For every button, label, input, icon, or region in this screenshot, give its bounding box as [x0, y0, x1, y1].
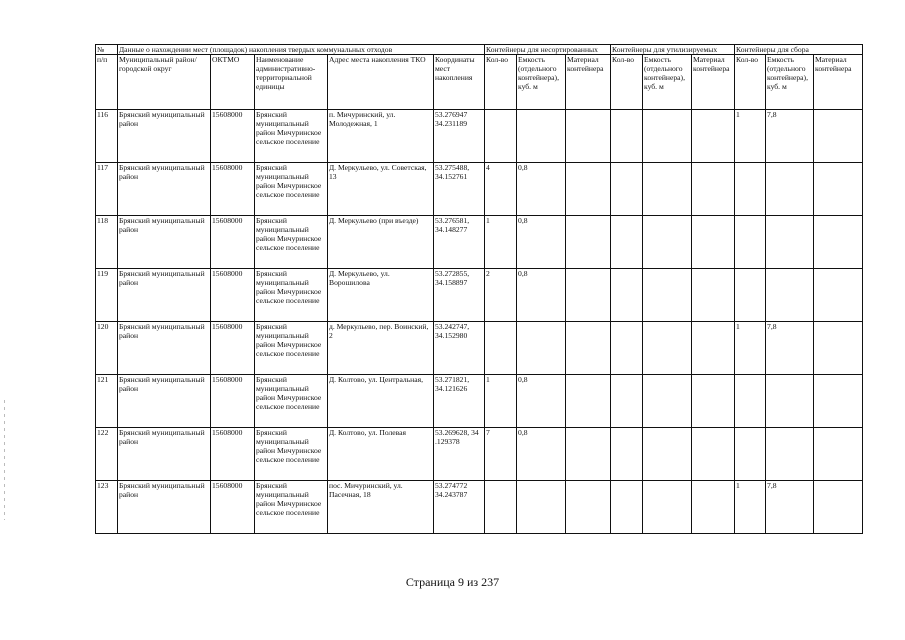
cell-collection-material — [814, 216, 863, 269]
cell-district: Брянский муниципальный район — [118, 269, 211, 322]
cell-coords: 53.269628, 34 .129378 — [434, 428, 485, 481]
cell-unsorted-volume: 0,8 — [517, 428, 566, 481]
cell-num: 120 — [96, 322, 118, 375]
cell-address: Д. Колтово, ул. Центральная, — [328, 375, 434, 428]
cell-recycled-volume — [643, 163, 692, 216]
group-header-row — [96, 45, 863, 55]
table-row — [96, 375, 863, 428]
cell-district: Брянский муниципальный район — [118, 322, 211, 375]
cell-coords: 53.274772 34.243787 — [434, 481, 485, 534]
cell-num: 123 — [96, 481, 118, 534]
cell-collection-count — [735, 269, 766, 322]
cell-address: Д. Меркульево, ул. Ворошилова — [328, 269, 434, 322]
cell-address: Д. Меркульево (при въезде) — [328, 216, 434, 269]
cell-recycled-material — [692, 481, 735, 534]
cell-oktmo: 15608000 — [211, 216, 255, 269]
cell-recycled-count — [611, 269, 643, 322]
cell-recycled-volume — [643, 375, 692, 428]
cell-collection-volume — [766, 269, 814, 322]
cell-collection-material — [814, 375, 863, 428]
cell-address: Д. Меркульево, ул. Советская, 13 — [328, 163, 434, 216]
cell-unsorted-volume: 0,8 — [517, 216, 566, 269]
cell-num: 116 — [96, 110, 118, 163]
cell-district: Брянский муниципальный район — [118, 110, 211, 163]
cell-recycled-material — [692, 216, 735, 269]
cell-collection-volume: 7,8 — [766, 481, 814, 534]
cell-unsorted-volume: 0,8 — [517, 163, 566, 216]
header-num-symbol: № — [96, 45, 118, 55]
cell-unsorted-volume: 0,8 — [517, 269, 566, 322]
col-address: Адрес места накопления ТКО — [328, 55, 434, 110]
table-row — [96, 216, 863, 269]
table-row — [96, 428, 863, 481]
cell-district: Брянский муниципальный район — [118, 428, 211, 481]
cell-unit: Брянский муниципальный район Мичуринское сельское поселение — [255, 269, 328, 322]
table-row — [96, 322, 863, 375]
cell-coords: 53.242747, 34.152980 — [434, 322, 485, 375]
cell-recycled-count — [611, 375, 643, 428]
col-unsorted-count: Кол-во — [485, 55, 517, 110]
cell-unsorted-count — [485, 322, 517, 375]
cell-oktmo: 15608000 — [211, 481, 255, 534]
cell-unsorted-material — [566, 216, 611, 269]
cell-num: 122 — [96, 428, 118, 481]
cell-unsorted-count: 1 — [485, 216, 517, 269]
cell-num: 119 — [96, 269, 118, 322]
cell-collection-material — [814, 481, 863, 534]
cell-collection-material — [814, 110, 863, 163]
table-row — [96, 110, 863, 163]
cell-collection-volume — [766, 428, 814, 481]
cell-recycled-count — [611, 428, 643, 481]
cell-unsorted-count: 2 — [485, 269, 517, 322]
cell-collection-volume: 7,8 — [766, 110, 814, 163]
containers-registry-table — [95, 44, 863, 534]
cell-num: 121 — [96, 375, 118, 428]
cell-recycled-volume — [643, 269, 692, 322]
cell-unit: Брянский муниципальный район Мичуринское сельское поселение — [255, 375, 328, 428]
cell-oktmo: 15608000 — [211, 375, 255, 428]
cell-unit: Брянский муниципальный район Мичуринское сельское поселение — [255, 481, 328, 534]
cell-oktmo: 15608000 — [211, 269, 255, 322]
col-coords: Координаты мест накопления — [434, 55, 485, 110]
col-oktmo: ОКТМО — [211, 55, 255, 110]
cell-recycled-volume — [643, 322, 692, 375]
cell-recycled-count — [611, 163, 643, 216]
table-row — [96, 163, 863, 216]
cell-collection-volume: 7,8 — [766, 322, 814, 375]
cell-oktmo: 15608000 — [211, 163, 255, 216]
cell-recycled-volume — [643, 110, 692, 163]
cell-collection-material — [814, 163, 863, 216]
cell-num: 117 — [96, 163, 118, 216]
cell-unsorted-material — [566, 163, 611, 216]
cell-unsorted-volume — [517, 110, 566, 163]
cell-collection-count — [735, 428, 766, 481]
cell-unsorted-material — [566, 481, 611, 534]
cell-unit: Брянский муниципальный район Мичуринское сельское поселение — [255, 216, 328, 269]
cell-district: Брянский муниципальный район — [118, 375, 211, 428]
cell-coords: 53.275488, 34.152761 — [434, 163, 485, 216]
cell-coords: 53.276581, 34.148277 — [434, 216, 485, 269]
cell-unsorted-material — [566, 110, 611, 163]
cell-collection-volume — [766, 216, 814, 269]
cell-coords: 53.272855, 34.158897 — [434, 269, 485, 322]
col-num: п/п — [96, 55, 118, 110]
cell-unsorted-material — [566, 375, 611, 428]
header-collection-group: Контейнеры для сбора — [735, 45, 863, 55]
cell-unsorted-material — [566, 428, 611, 481]
cell-recycled-material — [692, 269, 735, 322]
header-unsorted-group: Контейнеры для несортированных — [485, 45, 611, 55]
page-number: Страница 9 из 237 — [405, 575, 500, 589]
table-row — [96, 481, 863, 534]
col-collection-count: Кол-во — [735, 55, 766, 110]
col-unsorted-material: Материал контейнера — [566, 55, 611, 110]
header-recycled-group: Контейнеры для утилизируемых — [611, 45, 735, 55]
cell-unsorted-count: 7 — [485, 428, 517, 481]
cell-recycled-count — [611, 322, 643, 375]
cell-recycled-material — [692, 163, 735, 216]
cell-unsorted-volume — [517, 322, 566, 375]
cell-collection-material — [814, 322, 863, 375]
cell-unit: Брянский муниципальный район Мичуринское сельское поселение — [255, 428, 328, 481]
cell-recycled-count — [611, 110, 643, 163]
cell-collection-volume — [766, 163, 814, 216]
cell-collection-material — [814, 428, 863, 481]
cell-recycled-volume — [643, 481, 692, 534]
cell-collection-count — [735, 216, 766, 269]
cell-coords: 53.276947 34.231189 — [434, 110, 485, 163]
cell-oktmo: 15608000 — [211, 110, 255, 163]
cell-unsorted-material — [566, 322, 611, 375]
cell-district: Брянский муниципальный район — [118, 216, 211, 269]
cell-address: пос. Мичуринский, ул. Пасечная, 18 — [328, 481, 434, 534]
cell-unsorted-material — [566, 269, 611, 322]
cell-unit: Брянский муниципальный район Мичуринское сельское поселение — [255, 110, 328, 163]
cell-collection-count — [735, 163, 766, 216]
cell-district: Брянский муниципальный район — [118, 481, 211, 534]
col-recycled-material: Материал контейнера — [692, 55, 735, 110]
cell-recycled-count — [611, 481, 643, 534]
cell-recycled-material — [692, 110, 735, 163]
cell-address: Д. Колтово, ул. Полевая — [328, 428, 434, 481]
col-unsorted-volume: Емкость (отдельного контейнера), куб. м — [517, 55, 566, 110]
cell-oktmo: 15608000 — [211, 428, 255, 481]
cell-num: 118 — [96, 216, 118, 269]
scan-edge-mark — [4, 400, 5, 520]
cell-recycled-material — [692, 375, 735, 428]
table-row — [96, 269, 863, 322]
cell-collection-count: 1 — [735, 322, 766, 375]
cell-recycled-count — [611, 216, 643, 269]
col-unit: Наименование административно-территориальной единицы — [255, 55, 328, 110]
cell-unsorted-count: 1 — [485, 375, 517, 428]
col-recycled-count: Кол-во — [611, 55, 643, 110]
cell-unit: Брянский муниципальный район Мичуринское сельское поселение — [255, 163, 328, 216]
cell-unsorted-volume — [517, 481, 566, 534]
cell-collection-material — [814, 269, 863, 322]
cell-collection-count: 1 — [735, 481, 766, 534]
cell-address: д. Меркульево, пер. Воинский, 2 — [328, 322, 434, 375]
col-collection-material: Материал контейнера — [814, 55, 863, 110]
cell-unsorted-count — [485, 481, 517, 534]
cell-district: Брянский муниципальный район — [118, 163, 211, 216]
cell-oktmo: 15608000 — [211, 322, 255, 375]
cell-unit: Брянский муниципальный район Мичуринское сельское поселение — [255, 322, 328, 375]
cell-coords: 53.271821, 34.121626 — [434, 375, 485, 428]
cell-unsorted-volume: 0,8 — [517, 375, 566, 428]
cell-unsorted-count — [485, 110, 517, 163]
cell-collection-count — [735, 375, 766, 428]
cell-recycled-volume — [643, 428, 692, 481]
cell-unsorted-count: 4 — [485, 163, 517, 216]
cell-recycled-material — [692, 428, 735, 481]
col-recycled-volume: Емкость (отдельного контейнера), куб. м — [643, 55, 692, 110]
column-header-row — [96, 55, 863, 110]
col-collection-volume: Емкость (отдельного контейнера), куб. м — [766, 55, 814, 110]
col-district: Муниципальный район/городской округ — [118, 55, 211, 110]
header-location-group: Данные о нахождении мест (площадок) накопления твердых коммунальных отходов — [118, 45, 485, 55]
cell-recycled-volume — [643, 216, 692, 269]
cell-collection-volume — [766, 375, 814, 428]
cell-address: п. Мичуринский, ул. Молодежная, 1 — [328, 110, 434, 163]
cell-recycled-material — [692, 322, 735, 375]
cell-collection-count: 1 — [735, 110, 766, 163]
